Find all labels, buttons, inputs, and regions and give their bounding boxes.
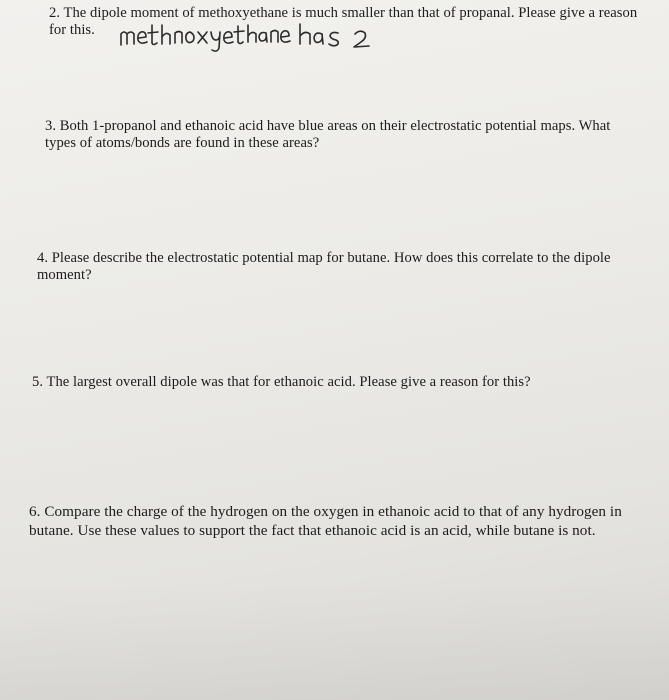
question-6-line-2: butane. Use these values to support the fact that ethanoic acid is an acid, while butane is not.: [29, 522, 596, 539]
question-2-number: 2.: [49, 5, 61, 21]
question-3: [45, 118, 610, 152]
question-6-text: Compare the charge of the hydrogen on the oxygen in ethanoic acid to that of any hydrogen in: [44, 503, 622, 520]
question-6-number: 6.: [29, 503, 41, 520]
question-6: [29, 502, 622, 540]
question-4-line-2: moment?: [37, 267, 92, 283]
question-3-text: Both 1-propanol and ethanoic acid have blue areas on their electrostatic potential maps. What: [59, 118, 611, 134]
question-2-line-2: for this.: [49, 22, 95, 38]
question-5-number: 5.: [32, 374, 44, 390]
question-3-line-1: [45, 118, 610, 135]
question-4: [37, 250, 611, 284]
question-6-line-1: [29, 502, 622, 521]
question-3-number: 3.: [45, 118, 57, 134]
question-5-line-1: [32, 374, 531, 391]
question-4-line-1: [37, 250, 611, 267]
handwritten-answer-strokes: [121, 24, 369, 51]
question-2-text: The dipole moment of methoxyethane is much smaller than that of propanal. Please give a reason: [63, 5, 638, 21]
question-3-line-2: types of atoms/bonds are found in these areas?: [45, 135, 320, 151]
question-4-number: 4.: [37, 250, 49, 266]
question-5: [32, 374, 531, 391]
question-5-text: The largest overall dipole was that for ethanoic acid. Please give a reason for this?: [46, 374, 531, 390]
question-4-text: Please describe the electrostatic potential map for butane. How does this correlate to the dipole: [51, 250, 611, 266]
